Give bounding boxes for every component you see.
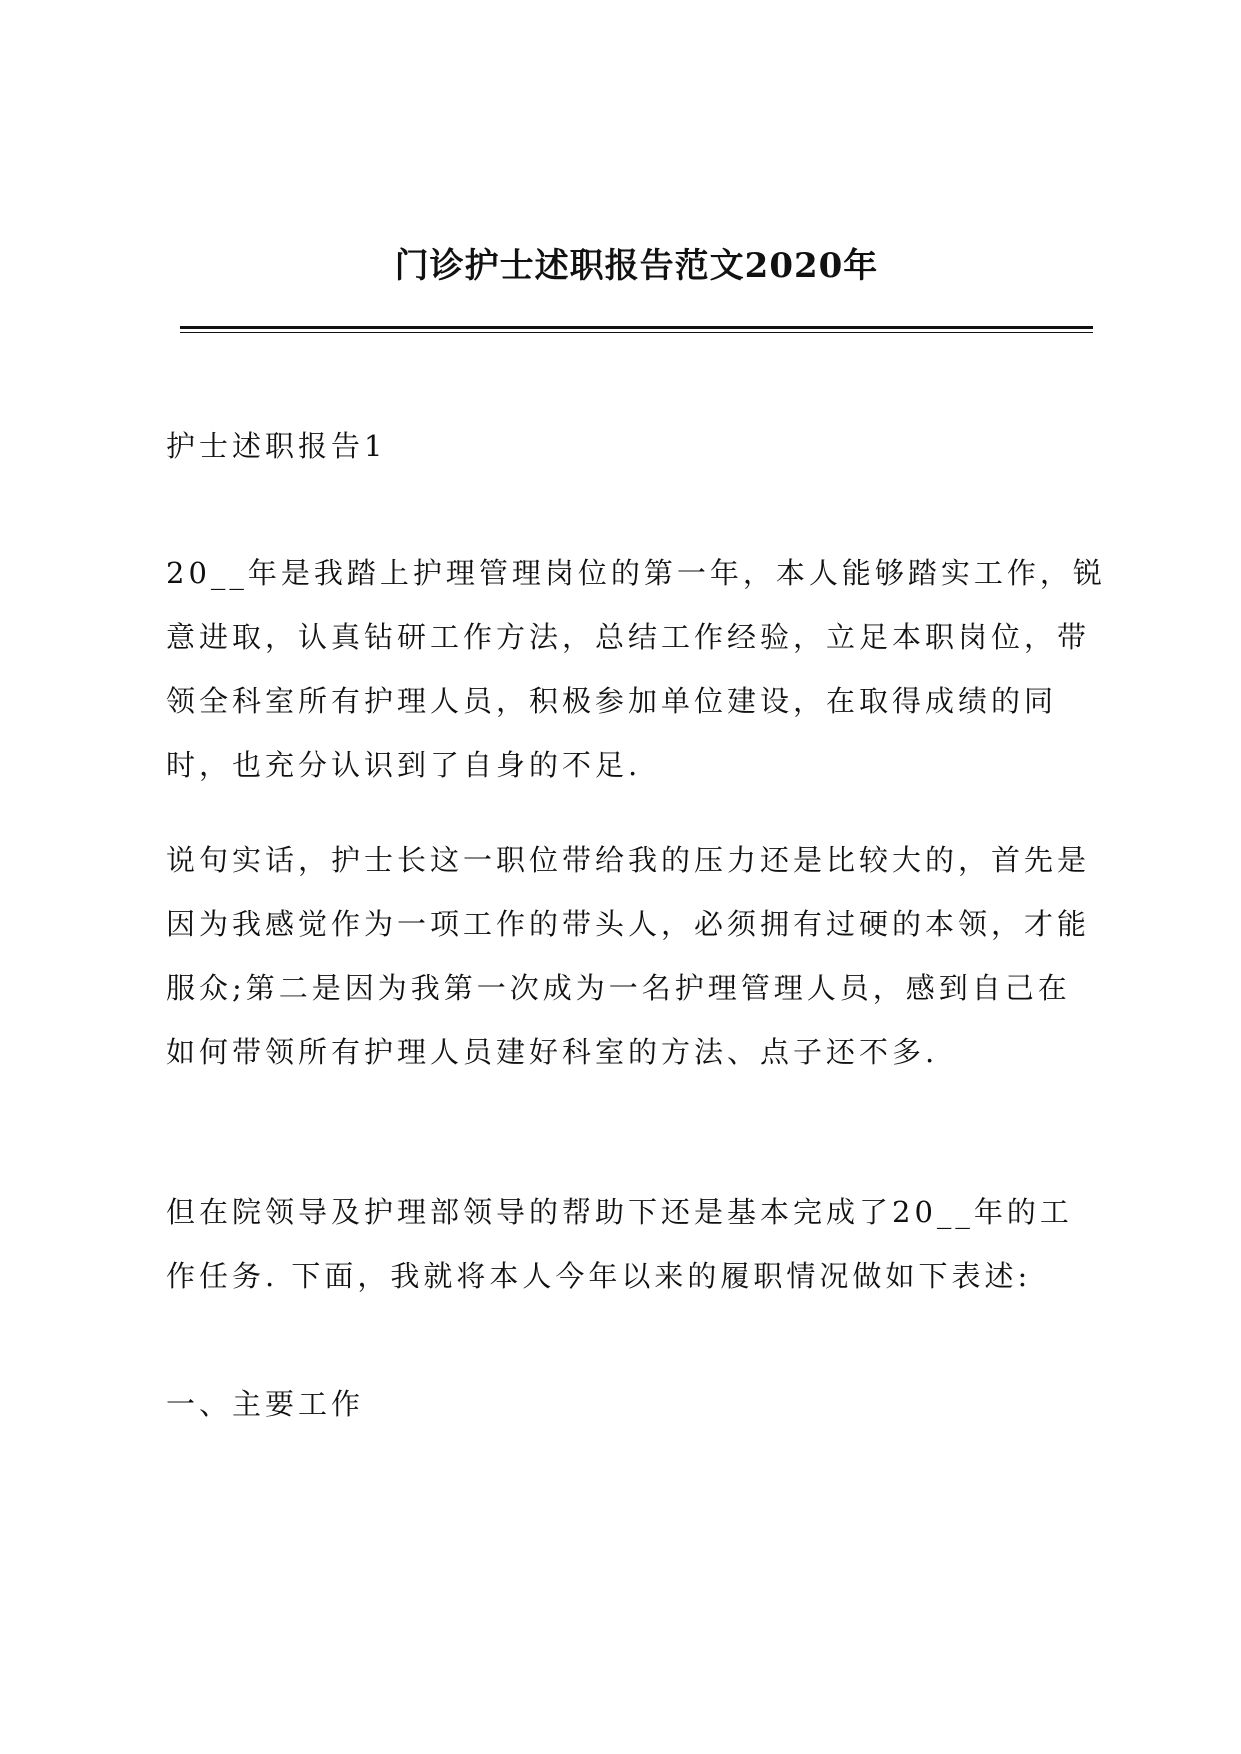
text-line: 领全科室所有护理人员，积极参加单位建设，在取得成绩的同 — [166, 684, 1058, 718]
paragraph-summary — [166, 1180, 1096, 1308]
section-heading-report-1 — [166, 414, 1096, 478]
section-heading-main-work — [166, 1372, 1096, 1436]
title-underline — [180, 326, 1093, 329]
text-line: 20__年是我踏上护理管理岗位的第一年，本人能够踏实工作，锐 — [166, 556, 1106, 590]
text-line: 时，也充分认识到了自身的不足. — [166, 748, 642, 782]
text-line: 说句实话，护士长这一职位带给我的压力还是比较大的，首先是 — [166, 843, 1091, 877]
document-title: 门诊护士述职报告范文2020年 — [394, 246, 879, 286]
text-line: 如何带领所有护理人员建好科室的方法、点子还不多. — [166, 1035, 939, 1069]
paragraph-pressure — [166, 828, 1096, 1084]
text-line: 服众;第二是因为我第一次成为一名护理管理人员，感到自己在 — [166, 971, 1071, 1005]
text-line: 作任务. 下面，我就将本人今年以来的履职情况做如下表述: — [166, 1259, 1032, 1293]
text-line: 因为我感觉作为一项工作的带头人，必须拥有过硬的本领，才能 — [166, 907, 1091, 941]
title-underline-thin — [180, 332, 1093, 333]
text-line: 但在院领导及护理部领导的帮助下还是基本完成了20__年的工 — [166, 1195, 1073, 1229]
text-line: 护士述职报告1 — [166, 429, 387, 463]
paragraph-intro — [166, 541, 1106, 797]
text-line: 意进取，认真钻研工作方法，总结工作经验，立足本职岗位，带 — [166, 620, 1091, 654]
text-line: 一、主要工作 — [166, 1387, 365, 1421]
